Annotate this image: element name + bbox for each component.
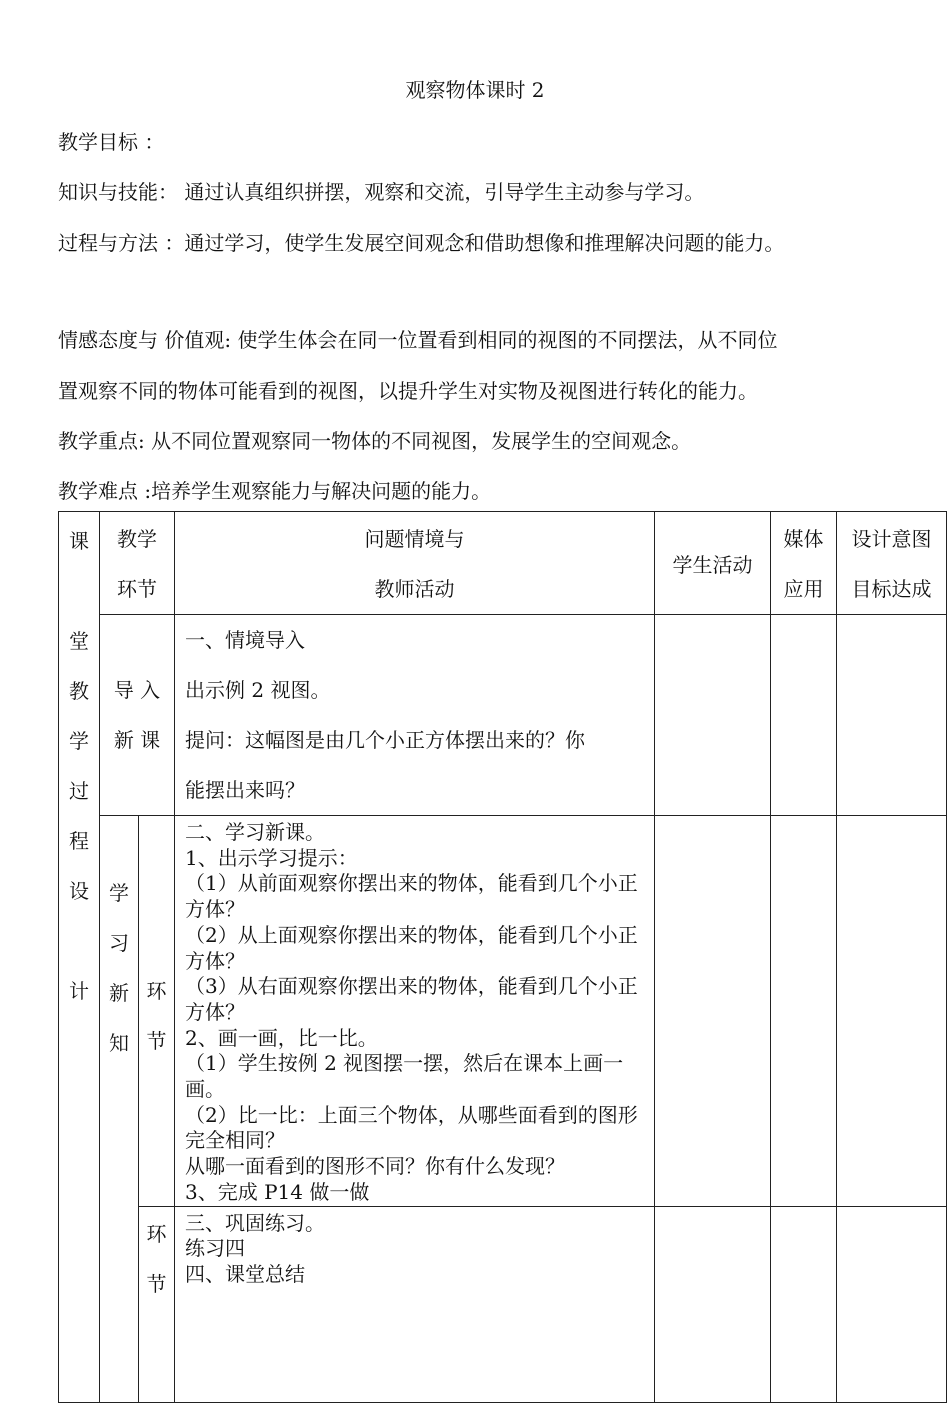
- side-char: 教: [69, 679, 89, 703]
- side-char: 计: [69, 979, 89, 1003]
- side-char: 过: [69, 779, 89, 803]
- header-teacher-activity: 问题情境与 教师活动: [175, 512, 655, 615]
- student-activity-cell: [655, 1206, 771, 1402]
- design-cell: [837, 615, 947, 816]
- design-cell: [837, 816, 947, 1207]
- design-cell: [837, 1206, 947, 1402]
- teaching-key-point: 教学重点: 从不同位置观察同一物体的不同视图，发展学生的空间观念。: [58, 429, 692, 453]
- header-media: 媒体 应用: [771, 512, 837, 615]
- media-cell: [771, 816, 837, 1207]
- objectives-label: 教学目标 ：: [58, 130, 165, 154]
- emotion-values-line-1: 情感态度与 价值观: 使学生体会在同一位置看到相同的视图的不同摆法，从不同位: [58, 328, 778, 352]
- side-char: 学: [69, 729, 89, 753]
- side-char: 程: [69, 829, 89, 853]
- intro-content: 一、情境导入 出示例 2 视图。 提问：这幅图是由几个小正方体摆出来的？你 能摆出来吗？: [175, 615, 655, 816]
- header-stage: 教学 环节: [100, 512, 175, 615]
- practice-content: 三、巩固练习。 练习四 四、课堂总结: [175, 1206, 655, 1402]
- table-row-intro: [59, 615, 947, 816]
- stage-intro: 导 入 新 课: [100, 615, 175, 816]
- side-label-cell: [59, 512, 100, 1403]
- new-knowledge-content: 二、学习新课。 1、出示学习提示： （1）从前面观察你摆出来的物体，能看到几个小正方体？ （2）从上面观察你摆出来的物体，能看到几个小正方体？ （3）从右面观察你摆出来的物体，能看到几个小正方体？ 2、画一画，比一比。 （1）学生按例 2 视图摆一摆，然后在课本上画一画。 （2）比一比：上面三个物体，从哪些面看到的图形完全相同？ 从哪一面看到的图形不同？你有什么发现？ 3、完成 P14 做一做: [175, 816, 655, 1207]
- side-char: 课: [69, 529, 89, 553]
- lesson-design-table: [58, 511, 947, 1403]
- stage-new-knowledge: 学 习 新 知: [100, 816, 139, 1403]
- media-cell: [771, 1206, 837, 1402]
- sub-stage-1: 环 节: [139, 816, 175, 1207]
- emotion-values-line-2: 置观察不同的物体可能看到的视图，以提升学生对实物及视图进行转化的能力。: [58, 379, 758, 403]
- table-header-row: [59, 512, 947, 615]
- header-student-activity: 学生活动: [655, 512, 771, 615]
- knowledge-skills: 知识与技能： 通过认真组织拼摆，观察和交流，引导学生主动参与学习。: [58, 180, 705, 204]
- table-row-practice: [59, 1206, 947, 1402]
- student-activity-cell: [655, 816, 771, 1207]
- page-title: 观察物体课时 2: [405, 78, 545, 102]
- sub-stage-2: 环 节: [139, 1206, 175, 1402]
- side-char: 堂: [69, 629, 89, 653]
- teaching-difficulty: 教学难点 :培养学生观察能力与解决问题的能力。: [58, 479, 492, 503]
- header-design-intent: 设计意图 目标达成: [837, 512, 947, 615]
- process-methods: 过程与方法 ：通过学习，使学生发展空间观念和借助想像和推理解决问题的能力。: [58, 231, 785, 255]
- table-row-new-knowledge: [59, 816, 947, 1207]
- side-char: 设: [69, 879, 89, 903]
- student-activity-cell: [655, 615, 771, 816]
- media-cell: [771, 615, 837, 816]
